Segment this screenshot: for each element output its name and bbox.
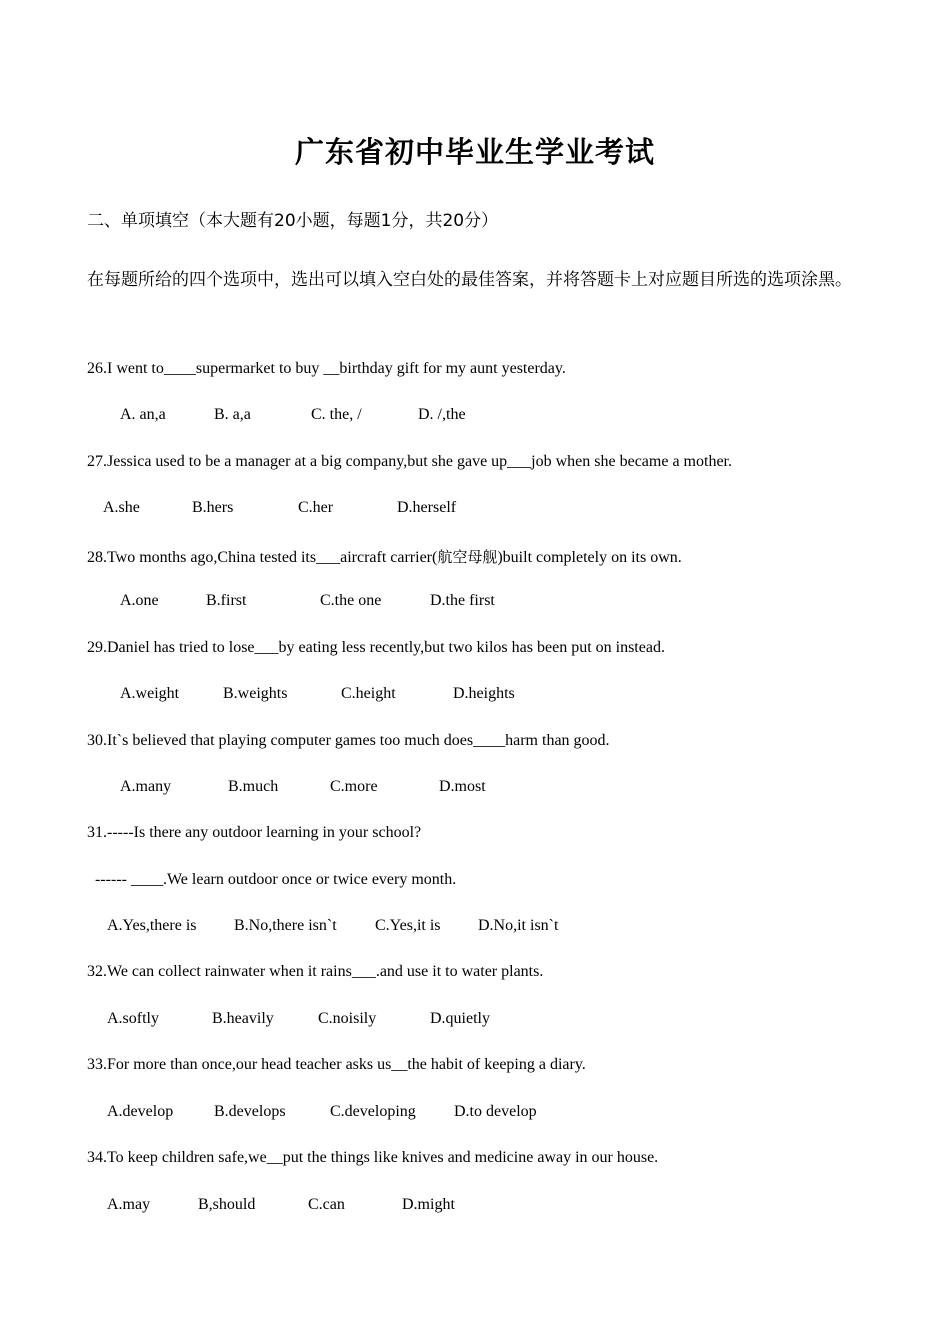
option-c: C.Yes,it is — [375, 917, 441, 934]
question-28-stem — [87, 546, 682, 567]
option-d: D. /,the — [418, 406, 466, 423]
question-27-stem: 27.Jessica used to be a manager at a big company,but she gave up___job when she became a mother. — [87, 453, 732, 470]
option-d: D.might — [402, 1196, 455, 1213]
option-a: A.develop — [107, 1103, 174, 1120]
option-b: B.heavily — [212, 1010, 274, 1027]
question-31-stem: 31.-----Is there any outdoor learning in your school? — [87, 824, 422, 841]
stem-pre: 28.Two months ago,China tested its___aircraft carrier( — [87, 549, 438, 566]
option-b: B.weights — [223, 685, 288, 702]
option-c: C.noisily — [318, 1010, 377, 1027]
option-a: A.weight — [120, 685, 180, 702]
option-c: C.more — [330, 778, 378, 795]
option-a: A.she — [103, 499, 140, 516]
stem-cn: 航空母舰 — [437, 548, 498, 566]
option-d: D.to develop — [454, 1103, 537, 1120]
option-a: A.one — [120, 592, 159, 609]
option-c: C.developing — [330, 1103, 416, 1120]
option-a: A.softly — [107, 1010, 159, 1027]
option-d: D.quietly — [430, 1010, 490, 1027]
option-a: A.Yes,there is — [107, 917, 197, 934]
question-32-stem: 32.We can collect rainwater when it rains___.and use it to water plants. — [87, 963, 544, 980]
option-b: B. a,a — [214, 406, 251, 423]
instructions: 在每题所给的四个选项中，选出可以填入空白处的最佳答案，并将答题卡上对应题目所选的选项涂黑。 — [87, 270, 852, 290]
section-heading: 二、单项填空（本大题有20小题，每题1分，共20分） — [87, 211, 499, 231]
option-d: D.heights — [453, 685, 515, 702]
question-30-stem: 30.It`s believed that playing computer games too much does____harm than good. — [87, 732, 610, 749]
question-26-stem: 26.I went to____supermarket to buy __birthday gift for my aunt yesterday. — [87, 360, 566, 377]
page-title: 广东省初中毕业生学业考试 — [294, 135, 655, 169]
option-a: A.may — [107, 1196, 151, 1213]
option-b: B.No,there isn`t — [234, 917, 337, 934]
question-33-stem: 33.For more than once,our head teacher asks us__the habit of keeping a diary. — [87, 1056, 586, 1073]
option-d: D.No,it isn`t — [478, 917, 559, 934]
option-c: C.the one — [320, 592, 382, 609]
option-a: A. an,a — [120, 406, 166, 423]
option-d: D.most — [439, 778, 486, 795]
question-31-response: ------ ____.We learn outdoor once or twice every month. — [95, 871, 457, 888]
option-c: C. the, / — [311, 406, 362, 423]
option-b: B.develops — [214, 1103, 286, 1120]
option-c: C.can — [308, 1196, 345, 1213]
option-b: B.first — [206, 592, 247, 609]
question-34-stem: 34.To keep children safe,we__put the things like knives and medicine away in our house. — [87, 1149, 659, 1166]
option-b: B.hers — [192, 499, 234, 516]
question-29-stem: 29.Daniel has tried to lose___by eating less recently,but two kilos has been put on instead. — [87, 639, 665, 656]
option-b: B.much — [228, 778, 279, 795]
option-c: C.height — [341, 685, 396, 702]
option-a: A.many — [120, 778, 172, 795]
option-d: D.herself — [397, 499, 457, 516]
option-c: C.her — [298, 499, 334, 516]
stem-post: )built completely on its own. — [497, 549, 682, 566]
option-b: B,should — [198, 1196, 256, 1213]
option-d: D.the first — [430, 592, 495, 609]
